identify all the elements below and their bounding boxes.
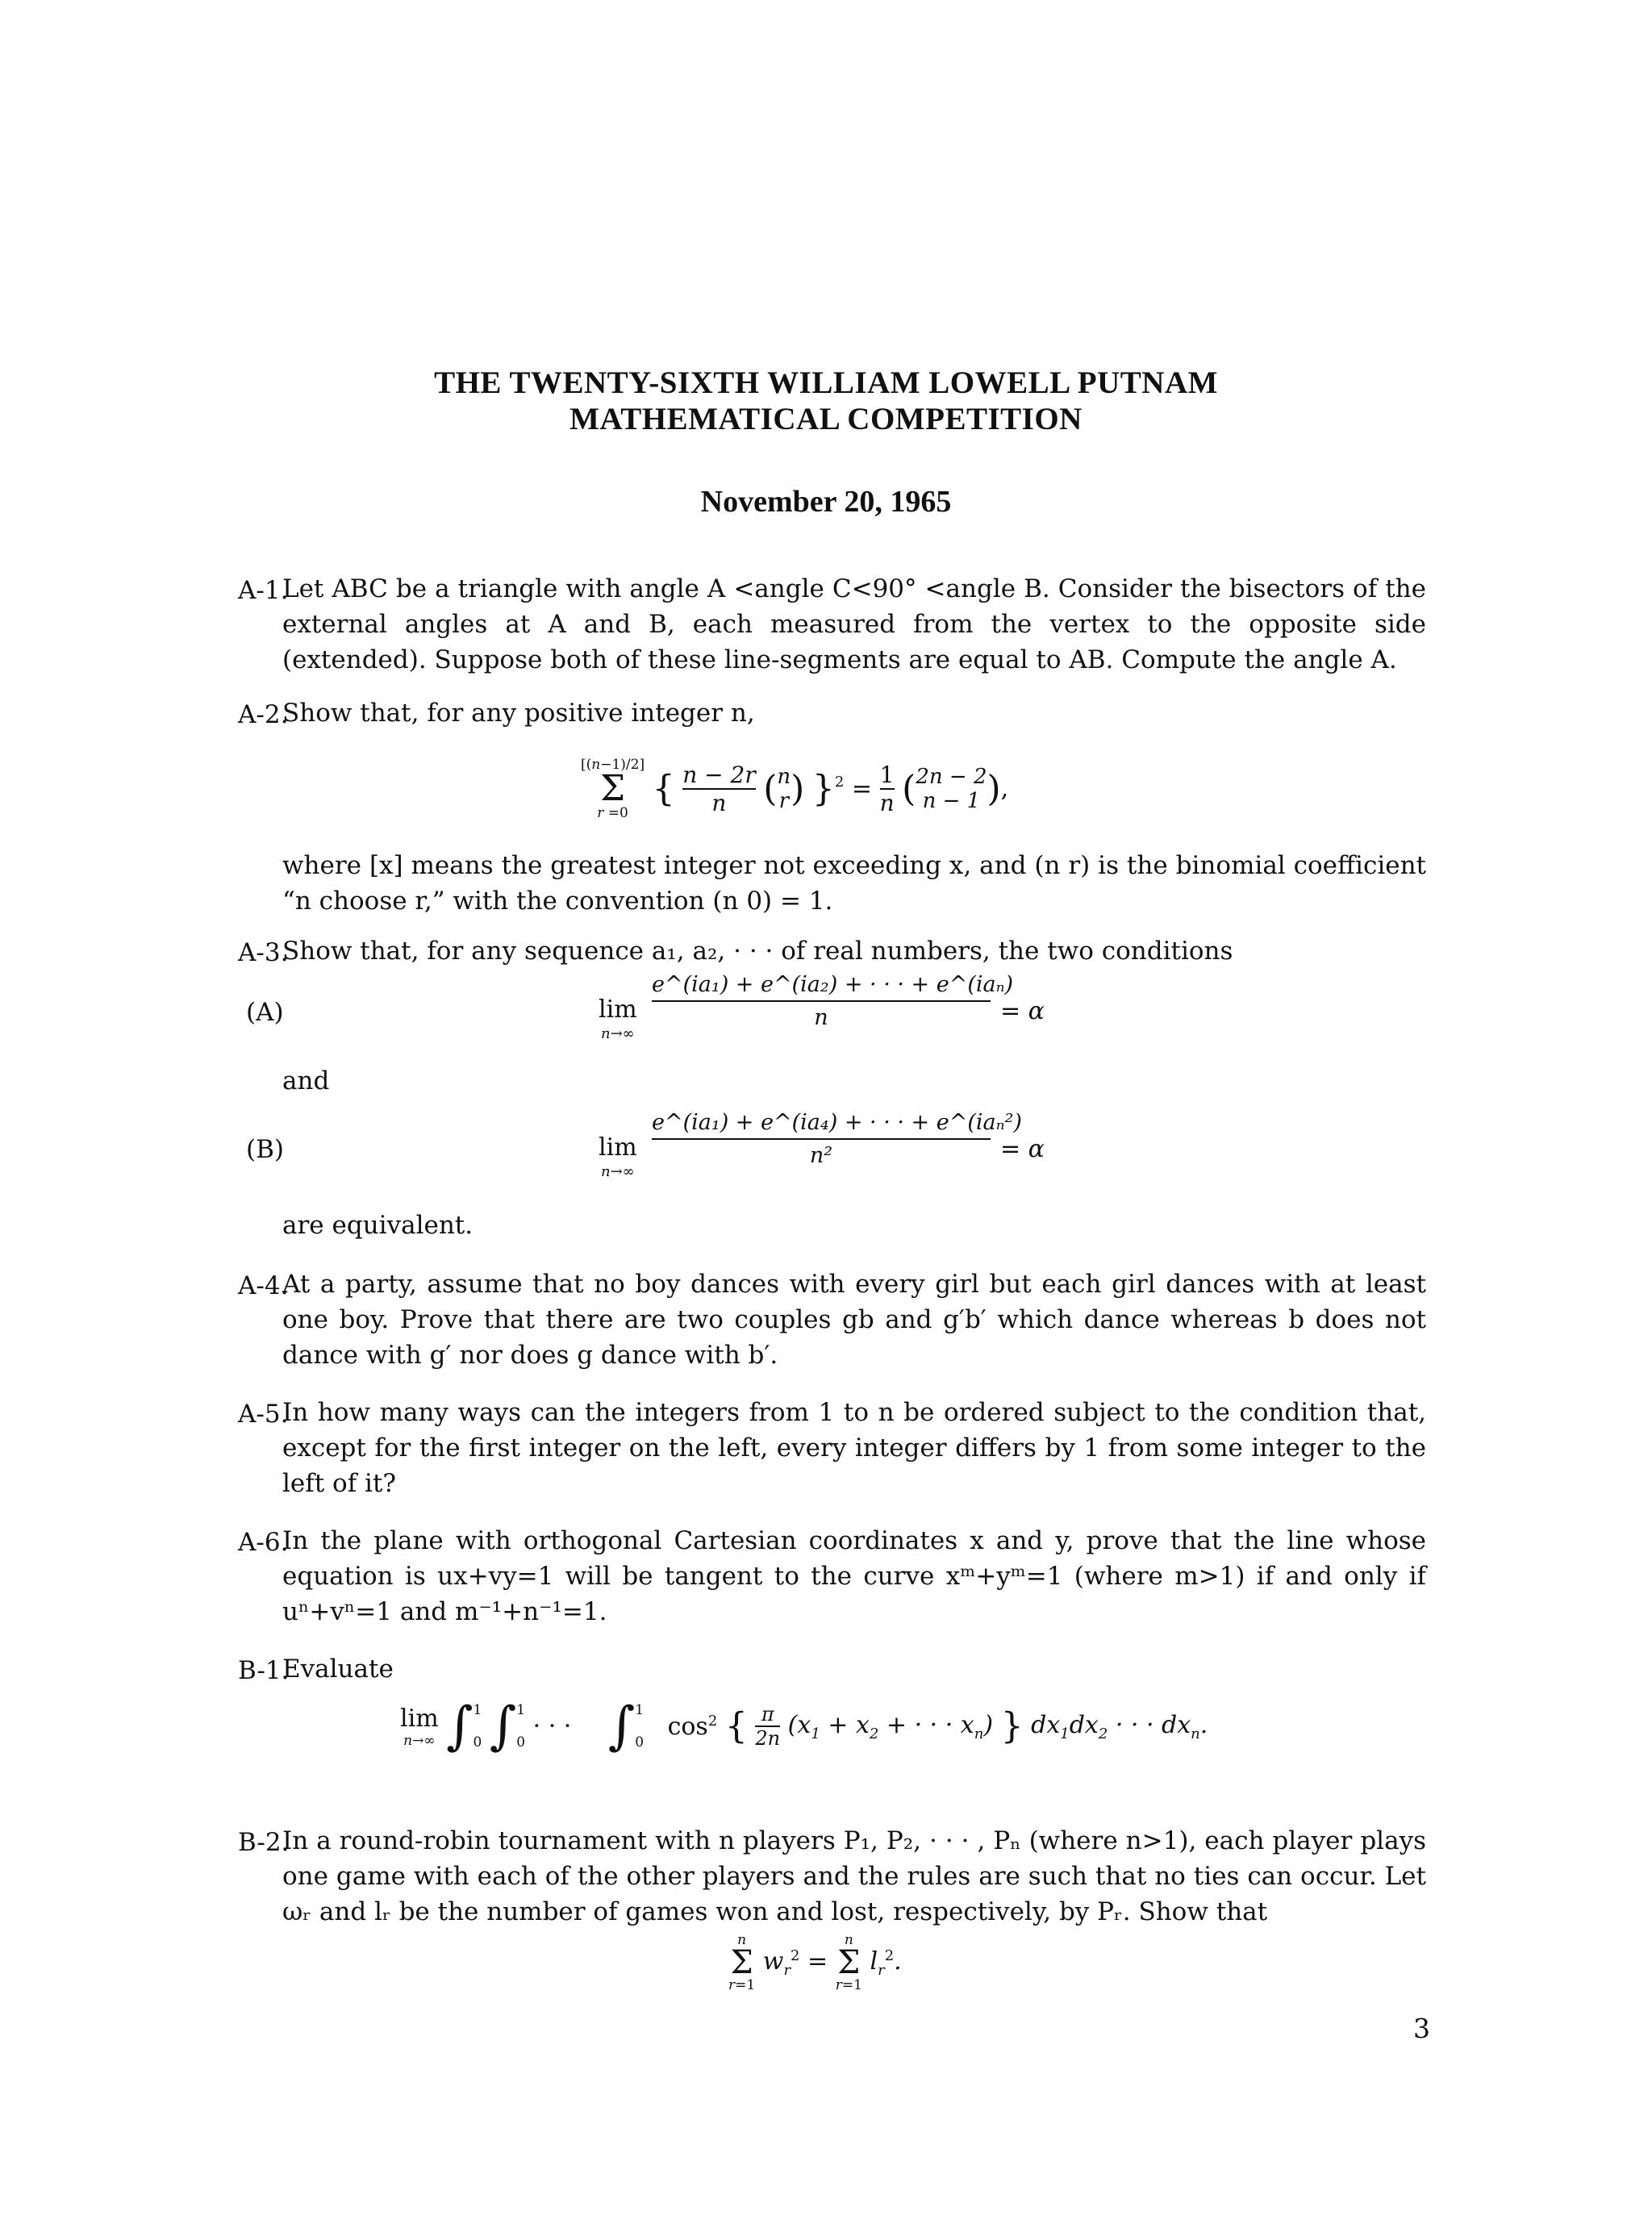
- condition-b-rhs: = α: [1000, 1135, 1045, 1163]
- problem-a1-label: A-1.: [238, 576, 289, 605]
- condition-b-numerator: e^(ia₁) + e^(ia₄) + · · · + e^(iaₙ²): [652, 1110, 1022, 1135]
- condition-a-lim-sub: n→∞: [600, 1025, 635, 1042]
- problem-a3-label: A-3.: [238, 938, 289, 967]
- problem-a2-intro: Show that, for any positive integer n,: [282, 699, 755, 728]
- problem-b2-formula: n Σ r=1 $w_r^2$ = n Σ r=1 $l_r^2$.: [728, 1932, 902, 1993]
- condition-b-fraction: [652, 1110, 1022, 1168]
- problem-a6-label: A-6.: [238, 1528, 289, 1557]
- title-line-1: THE TWENTY-SIXTH WILLIAM LOWELL PUTNAM: [434, 365, 1218, 400]
- problem-a4-text: At a party, assume that no boy dances with every girl but each girl dances with at least one boy. Prove that there are two couples gb and g′b′ which dance whereas b does not dance with g′ nor does g dance with b′.: [282, 1270, 1426, 1370]
- problem-a1-text: Let ABC be a triangle with angle A <angle C<90° <angle B. Consider the bisectors of the external angles at A and B, each measured from the vertex to the opposite side (extended). Suppose both of these line-segments are equal to AB. Compute the angle A.: [282, 574, 1426, 674]
- problem-b1-label: B-1.: [238, 1656, 290, 1685]
- condition-b-bar: [652, 1138, 991, 1140]
- problem-a2-formula: [(n−1)/2] Σ r =0 { $\frac{n - 2r}{n}$ (n r) }$^2$ = $\frac{1}{n}$ (2n − 2 n − 1 ),: [581, 757, 1009, 821]
- condition-b-tag: (B): [246, 1135, 284, 1164]
- condition-a-rhs: = α: [1000, 997, 1045, 1025]
- condition-a-denominator: n: [814, 1005, 828, 1030]
- problem-b2-label: B-2.: [238, 1828, 290, 1857]
- exam-date: November 20, 1965: [700, 485, 952, 519]
- condition-b-lim-sub: n→∞: [600, 1163, 635, 1180]
- problem-a6-text: In the plane with orthogonal Cartesian coordinates x and y, prove that the line whose equation is ux+vy=1 will be tangent to the curve xᵐ+yᵐ=1 (where m>1) if and only if uⁿ+vⁿ=1 and m⁻¹+n⁻¹=1.: [282, 1526, 1426, 1626]
- problem-a3-closing: are equivalent.: [282, 1211, 473, 1240]
- condition-a-fraction: [652, 972, 1014, 1030]
- problem-b1-intro: Evaluate: [282, 1655, 394, 1684]
- problem-b1-formula: lim n→∞ ∫1 0 ∫1 0 · · · ∫1 0 $\cos^2$ { $\frac{\pi}{2n}$ ($x_1 + x_2$ + · · · $x_n$) } $dx_1dx_2$ · · · $dx_n$.: [400, 1696, 1208, 1756]
- condition-a-lim: [599, 995, 637, 1046]
- condition-a-tag: (A): [246, 998, 284, 1027]
- page-number: 3: [1413, 2013, 1430, 2044]
- title-line-2: MATHEMATICAL COMPETITION: [569, 402, 1083, 436]
- problem-a2-after: where [x] means the greatest integer not exceeding x, and (n r) is the binomial coefficient “n choose r,” with the convention (n 0) = 1.: [282, 851, 1426, 916]
- problem-b2-text: In a round-robin tournament with n players P₁, P₂, · · · , Pₙ (where n>1), each player plays one game with each of the other players and the rules are such that no ties can occur. Let ωᵣ and lᵣ be the number of games won and lost, respectively, by Pᵣ. Show that: [282, 1826, 1426, 1926]
- condition-b-lim-word: lim: [599, 1133, 637, 1162]
- and-word: and: [282, 1066, 330, 1095]
- problem-a4-label: A-4.: [238, 1271, 289, 1300]
- condition-a-bar: [652, 1000, 991, 1002]
- problem-a5-text: In how many ways can the integers from 1 to n be ordered subject to the condition that, except for the first integer on the left, every integer differs by 1 from some integer to the left of it?: [282, 1398, 1426, 1498]
- condition-a-numerator: e^(ia₁) + e^(ia₂) + · · · + e^(iaₙ): [652, 972, 1014, 997]
- condition-b-lim: [599, 1133, 637, 1184]
- condition-b-denominator: n²: [809, 1143, 833, 1168]
- problem-a2-label: A-2.: [238, 700, 289, 729]
- condition-a-lim-word: lim: [599, 995, 637, 1024]
- problem-a5-label: A-5.: [238, 1400, 289, 1429]
- problem-a3-intro: Show that, for any sequence a₁, a₂, · · · of real numbers, the two conditions: [282, 937, 1233, 966]
